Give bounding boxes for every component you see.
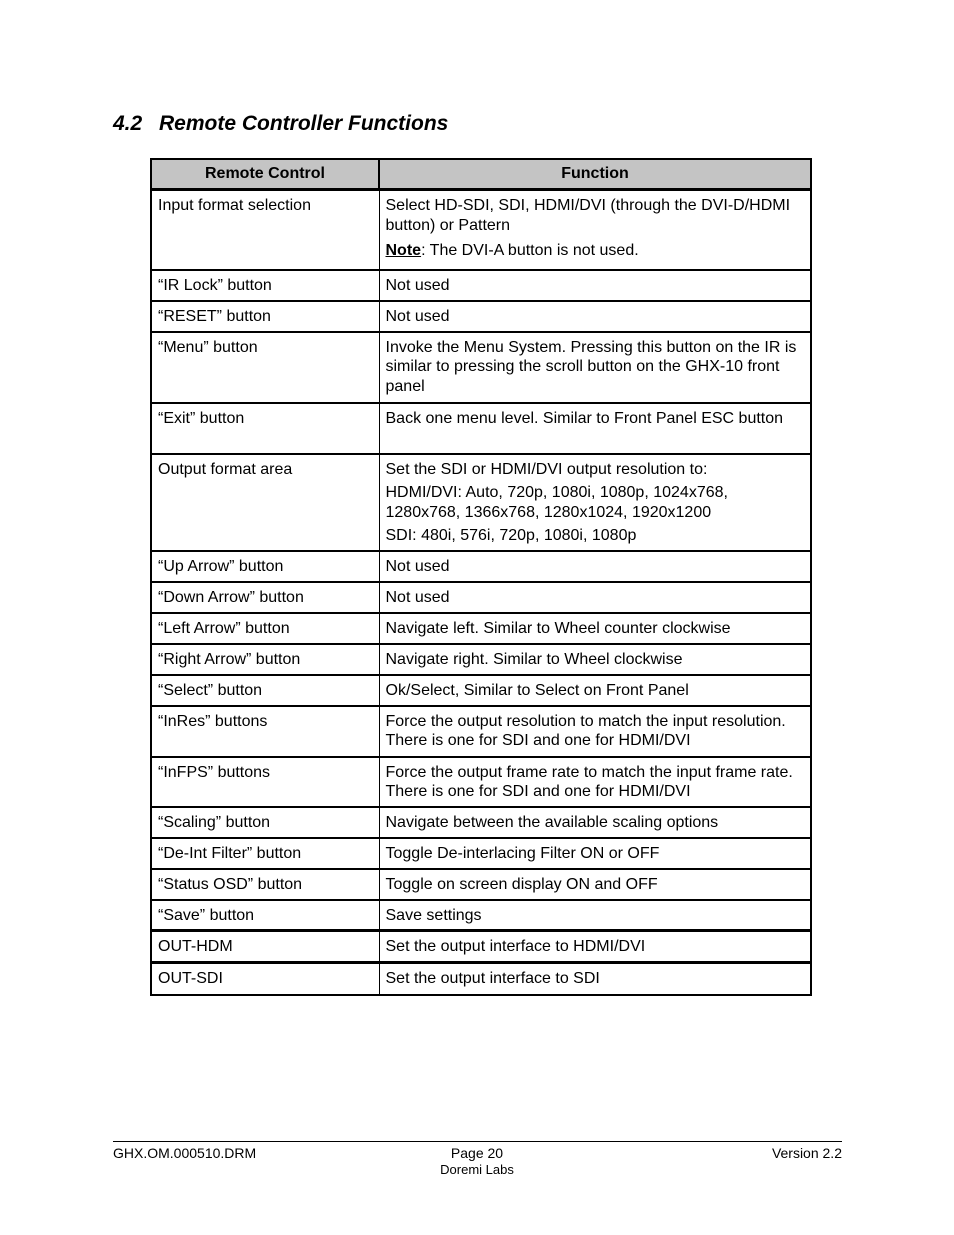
remote-control-cell: “Status OSD” button — [151, 869, 379, 900]
remote-control-cell: “InFPS” buttons — [151, 757, 379, 807]
table-row — [151, 644, 811, 675]
table-row — [151, 301, 811, 332]
table-row — [151, 675, 811, 706]
function-cell: Back one menu level. Similar to Front Panel ESC button — [379, 403, 811, 454]
section-heading — [113, 110, 448, 138]
function-text: Select HD-SDI, SDI, HDMI/DVI (through the DVI-D/HDMI button) or Pattern — [385, 197, 791, 234]
table-row — [151, 613, 811, 644]
function-cell: Invoke the Menu System. Pressing this button on the IR is similar to pressing the scroll button on the GHX-10 front panel — [379, 332, 811, 403]
remote-control-cell: “Right Arrow” button — [151, 644, 379, 675]
function-cell: Force the output frame rate to match the input frame rate. There is one for SDI and one for HDMI/DVI — [379, 757, 811, 807]
remote-control-cell: OUT-SDI — [151, 963, 379, 995]
table-row — [151, 190, 811, 270]
function-cell: Navigate right. Similar to Wheel clockwise — [379, 644, 811, 675]
table-row — [151, 757, 811, 807]
function-cell — [379, 190, 811, 270]
table-row — [151, 403, 811, 454]
function-cell: Navigate between the available scaling options — [379, 807, 811, 838]
remote-control-cell: OUT-HDM — [151, 931, 379, 963]
function-cell: Set the output interface to HDMI/DVI — [379, 931, 811, 963]
table-row — [151, 838, 811, 869]
table-header-row — [151, 159, 811, 190]
footer-company: Doremi Labs — [440, 1162, 514, 1177]
function-text: HDMI/DVI: Auto, 720p, 1080i, 1080p, 1024x768, 1280x768, 1366x768, 1280x1024, 1920x1200 — [385, 484, 728, 521]
remote-control-cell: “Left Arrow” button — [151, 613, 379, 644]
remote-control-cell: “Exit” button — [151, 403, 379, 454]
footer-divider — [113, 1141, 842, 1142]
function-cell: Force the output resolution to match the input resolution. There is one for SDI and one for HDMI/DVI — [379, 706, 811, 757]
note-label: Note — [385, 242, 422, 259]
function-cell: Save settings — [379, 900, 811, 931]
remote-control-cell: “Save” button — [151, 900, 379, 931]
function-cell: Not used — [379, 582, 811, 613]
column-header-function: Function — [379, 159, 811, 190]
remote-control-cell: “Menu” button — [151, 332, 379, 403]
table-row — [151, 454, 811, 551]
remote-control-cell: “Down Arrow” button — [151, 582, 379, 613]
note-text — [386, 241, 807, 261]
function-cell: Not used — [379, 551, 811, 582]
footer-version: Version 2.2 — [771, 1145, 842, 1161]
table-row — [151, 963, 811, 995]
function-cell: Not used — [379, 301, 811, 332]
remote-control-cell: Output format area — [151, 454, 379, 551]
section-number: 4.2 — [113, 112, 143, 135]
function-cell: Not used — [379, 270, 811, 301]
remote-functions-table — [150, 158, 812, 996]
footer-document-id: GHX.OM.000510.DRM — [113, 1145, 257, 1161]
table-row — [151, 582, 811, 613]
remote-control-cell: Input format selection — [151, 190, 379, 270]
remote-control-cell: “IR Lock” button — [151, 270, 379, 301]
remote-control-cell: “InRes” buttons — [151, 706, 379, 757]
function-cell: Ok/Select, Similar to Select on Front Panel — [379, 675, 811, 706]
function-cell: Toggle on screen display ON and OFF — [379, 869, 811, 900]
table-row — [151, 900, 811, 931]
table-row — [151, 869, 811, 900]
table-row — [151, 807, 811, 838]
table-row — [151, 551, 811, 582]
function-cell: Toggle De-interlacing Filter ON or OFF — [379, 838, 811, 869]
section-title: Remote Controller Functions — [159, 112, 449, 135]
remote-control-cell: “RESET” button — [151, 301, 379, 332]
column-header-remote-control: Remote Control — [151, 159, 379, 190]
function-cell: Navigate left. Similar to Wheel counter clockwise — [379, 613, 811, 644]
function-cell: Set the output interface to SDI — [379, 963, 811, 995]
remote-control-cell: “De-Int Filter” button — [151, 838, 379, 869]
table-row — [151, 270, 811, 301]
note-body: : The DVI-A button is not used. — [421, 242, 639, 259]
function-text: SDI: 480i, 576i, 720p, 1080i, 1080p — [385, 527, 637, 544]
function-cell — [379, 454, 811, 551]
remote-control-cell: “Select” button — [151, 675, 379, 706]
table-row — [151, 931, 811, 963]
table-row — [151, 706, 811, 757]
footer-page-number: Page 20 — [450, 1145, 504, 1161]
table-row — [151, 332, 811, 403]
remote-control-cell: “Up Arrow” button — [151, 551, 379, 582]
function-text: Set the SDI or HDMI/DVI output resolution to: — [385, 460, 708, 478]
remote-control-cell: “Scaling” button — [151, 807, 379, 838]
